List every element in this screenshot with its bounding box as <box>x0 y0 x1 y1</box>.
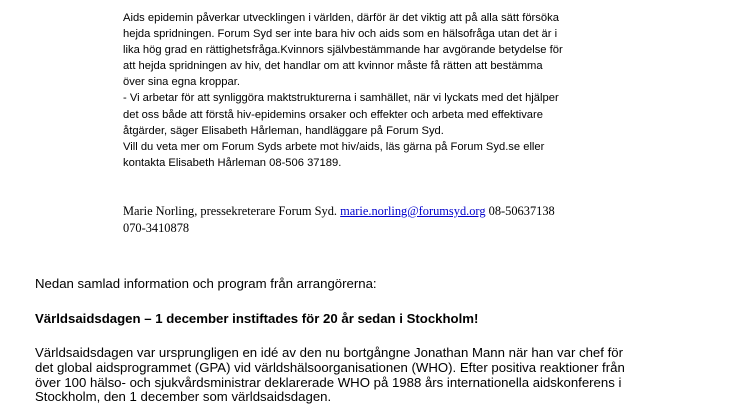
quote-line: över sina egna kroppar. <box>123 76 240 89</box>
contact-name-title: Marie Norling, pressekreterare Forum Syd. <box>123 204 338 218</box>
quote-line: att hejda spridningen av hiv, det handlar om att kvinnor måste få rätten att bestämma <box>123 60 543 73</box>
quote-line: lika hög grad en rättighetsfråga.Kvinnors självbestämmande har avgörande betydelse för <box>123 44 563 57</box>
quote-line: - Vi arbetar för att synliggöra maktstrukturerna i samhället, när vi lyckats med det hjälper <box>123 92 559 105</box>
quote-line: kontakta Elisabeth Hårleman 08-506 37189. <box>123 156 342 169</box>
section-paragraph <box>35 346 715 405</box>
contact-mobile: 070-3410878 <box>123 221 190 235</box>
press-quote-block <box>123 10 623 171</box>
contact-email-link[interactable]: marie.norling@forumsyd.org <box>340 204 486 218</box>
section-heading: Världsaidsdagen – 1 december instiftades för 20 år sedan i Stockholm! <box>35 311 479 326</box>
quote-line: Vill du veta mer om Forum Syds arbete mot hiv/aids, läs gärna på Forum Syd.se eller <box>123 140 545 153</box>
paragraph-line: Stockholm, den 1 december som världsaidsdagen. <box>35 389 332 405</box>
quote-line: hejda spridningen. Forum Syd ser inte bara hiv och aids som en hälsofråga utan det är i <box>123 28 558 41</box>
quote-line: Aids epidemin påverkar utvecklingen i världen, därför är det viktig att på alla sätt försöka <box>123 12 559 24</box>
quote-line: åtgärder, säger Elisabeth Hårleman, handläggare på Forum Syd. <box>123 124 444 137</box>
paragraph-line: Världsaidsdagen var ursprungligen en idé av den nu bortgångne Jonathan Mann när han var chef för <box>35 345 623 360</box>
paragraph-line: det global aidsprogrammet (GPA) vid världshälsoorganisationen (WHO). Efter positiva reaktioner från <box>35 359 625 375</box>
paragraph-line: över 100 hälso- och sjukvårdsministrar deklarerade WHO på 1988 års internationella aidskonferens i <box>35 374 622 390</box>
contact-phone: 08-50637138 <box>488 204 555 218</box>
press-contact <box>123 203 643 237</box>
quote-line: det oss både att förstå hiv-epidemins orsaker och effekter och arbeta med effektivare <box>123 108 543 121</box>
intro-text: Nedan samlad information och program från arrangörerna: <box>35 276 377 291</box>
